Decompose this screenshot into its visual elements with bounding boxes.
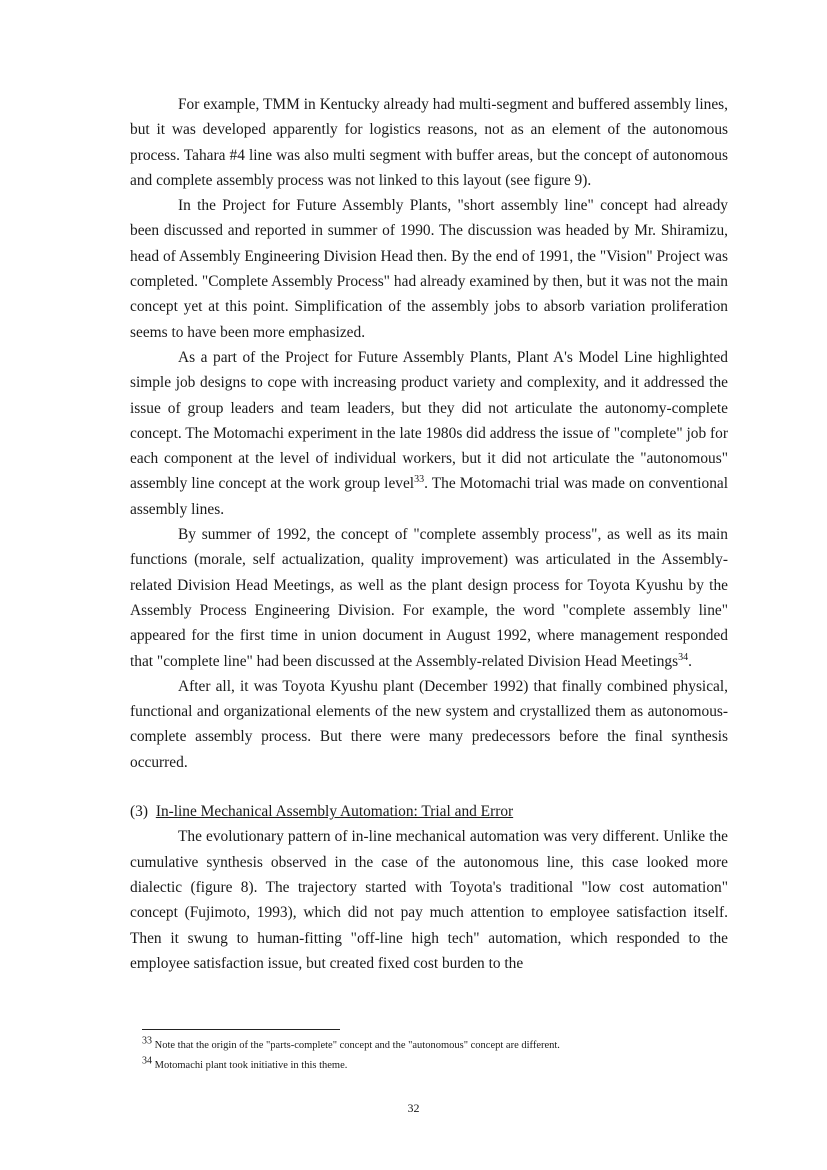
document-body [130, 92, 728, 976]
footnotes [142, 1036, 732, 1076]
footnote-ref-33: 33 [414, 474, 425, 486]
footnote-ref-34: 34 [678, 651, 689, 663]
paragraph-toyota-kyushu: After all, it was Toyota Kyushu plant (December 1992) that finally combined physical, functional and organizational elements of the new system and crystallized them as autonomous-complete assembly process. But there were many predecessors before the final synthesis occurred. [130, 677, 728, 771]
footnote-separator [142, 1029, 340, 1030]
section-title: In-line Mechanical Assembly Automation: Trial and Error [155, 803, 514, 821]
paragraph-summer-1992: By summer of 1992, the concept of "complete assembly process", as well as its main functions (morale, self actualization, quality improvement) was articulated in the Assembly-related Division Head Meetings, as well as the plant design process for Toyota Kyushu by the Assembly Process Engineering Division. For example, the word "complete assembly line" appeared for the first time in union document in August 1992, where management responded that "complete line" had been discussed at the Assembly-related Division Head Meetings$^{34}$. [130, 526, 728, 670]
paragraph-plant-a-model-line: As a part of the Project for Future Assembly Plants, Plant A's Model Line highlighted simple job designs to cope with increasing product variety and complexity, and it addressed the issue of group leaders and team leaders, but they did not articulate the autonomy-complete concept. The Motomachi experiment in the late 1980s did address the issue of "complete" job for each component at the level of individual workers, but it did not articulate the "autonomous" assembly line concept at the work group level$^{33}$. The Motomachi trial was made on conventional assembly lines. [130, 348, 728, 518]
footnote-34: $^{34}$ Motomachi plant took initiative in this theme. [142, 1055, 348, 1071]
section-number: (3) [130, 803, 148, 821]
footnote-mark: 33 [142, 1035, 152, 1047]
paragraph-future-assembly-plants: In the Project for Future Assembly Plants, "short assembly line" concept had already been discussed and reported in summer of 1990. The discussion was headed by Mr. Shiramizu, head of Assembly Engineering Division Head then. By the end of 1991, the "Vision" Project was completed. "Complete Assembly Process" had already examined by then, but it was not the main concept yet at this point. Simplification of the assembly jobs to absorb variation proliferation seems to have been more emphasized. [130, 197, 728, 341]
section-heading [130, 799, 728, 824]
footnote-mark: 34 [142, 1055, 152, 1067]
paragraph-tmm-kentucky: For example, TMM in Kentucky already had multi-segment and buffered assembly lines, but it was developed apparently for logistics reasons, not as an element of the autonomous process. Tahara #4 line was also multi segment with buffer areas, but the concept of autonomous and complete assembly process was not linked to this layout (see figure 9). [130, 96, 728, 189]
page-number: 32 [407, 1101, 420, 1115]
footnote-33: $^{33}$ Note that the origin of the "parts-complete" concept and the "autonomous" concept are different. [142, 1035, 560, 1051]
paragraph-in-line-automation: The evolutionary pattern of in-line mechanical automation was very different. Unlike the cumulative synthesis observed in the case of the autonomous line, this case looked more dialectic (figure 8). The trajectory started with Toyota's traditional "low cost automation" concept (Fujimoto, 1993), which did not pay much attention to employee satisfaction itself. Then it swung to human-fitting "off-line high tech" automation, which responded to the employee satisfaction issue, but created fixed cost burden to the [130, 828, 728, 972]
